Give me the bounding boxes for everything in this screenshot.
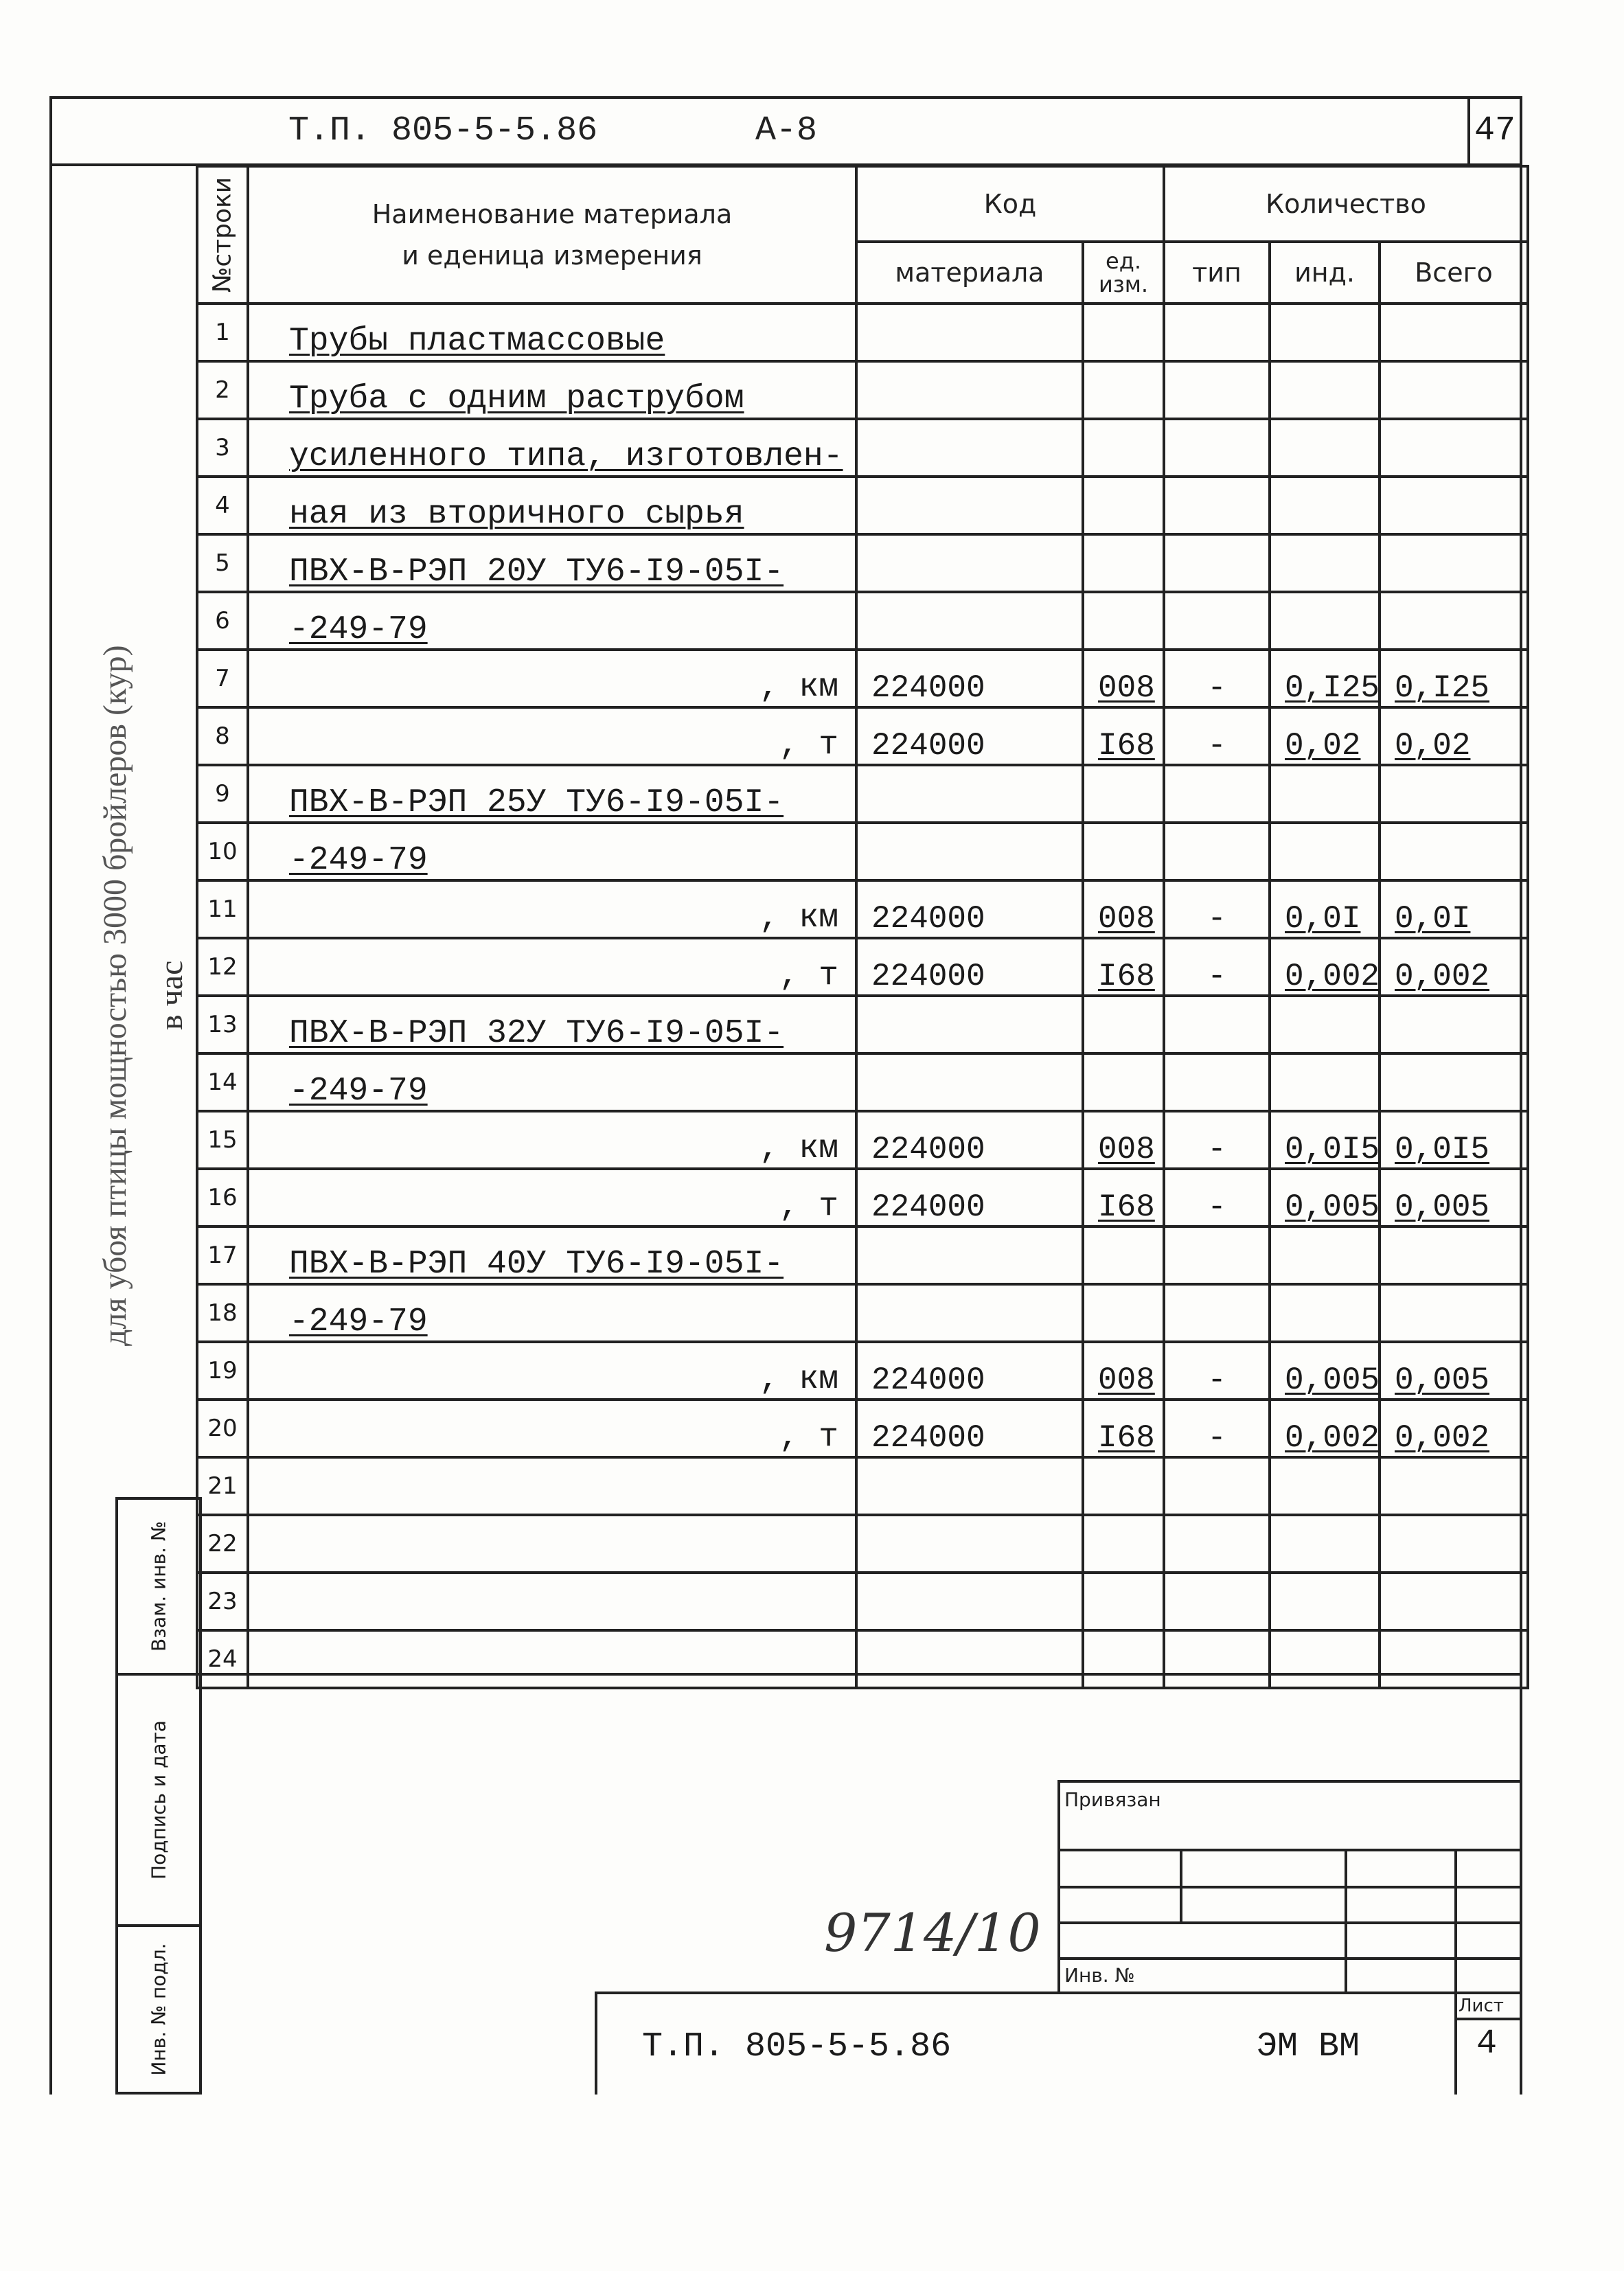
row-total: 0,002 [1380,938,1528,996]
row-unit-code [1083,1284,1164,1342]
row-material-code [856,823,1083,880]
row-ind [1270,419,1380,477]
row-type: - [1164,1111,1270,1169]
row-material-code [856,1630,1083,1688]
row-type [1164,1284,1270,1342]
row-material-code [856,1457,1083,1515]
titleblock-mark: ЭМ ВМ [1257,2027,1360,2066]
table-row [197,938,1528,996]
row-type [1164,304,1270,361]
row-unit-code: 008 [1083,650,1164,707]
row-number: 24 [197,1630,248,1688]
table-row [197,1630,1528,1688]
table-row [197,880,1528,938]
row-number: 16 [197,1169,248,1226]
row-material-code: 224000 [856,707,1083,765]
row-material-code: 224000 [856,650,1083,707]
row-unit-code [1083,823,1164,880]
row-name: , км [248,880,856,938]
row-name: ПВХ-В-РЭП 40У ТУ6-I9-05I- [248,1226,856,1284]
attach-line-3 [1057,1921,1522,1924]
col-quantity-header: Количество [1164,166,1528,242]
stamp-sign-date: Подпись и дата [115,1673,202,1927]
row-number: 15 [197,1111,248,1169]
row-name: , т [248,938,856,996]
row-ind [1270,1284,1380,1342]
attach-vline-1 [1180,1849,1182,1924]
row-total: 0,005 [1380,1169,1528,1226]
row-material-code [856,419,1083,477]
row-number: 11 [197,880,248,938]
table-row [197,823,1528,880]
row-type [1164,765,1270,823]
row-ind [1270,1515,1380,1573]
row-type [1164,361,1270,419]
titleblock-doc-code: Т.П. 805-5-5.86 [642,2027,952,2066]
row-unit-code [1083,765,1164,823]
row-total [1380,996,1528,1053]
row-ind [1270,823,1380,880]
row-name [248,1573,856,1630]
row-ind [1270,361,1380,419]
row-total: 0,0I5 [1380,1111,1528,1169]
row-type: - [1164,707,1270,765]
row-type [1164,1053,1270,1111]
row-number: 13 [197,996,248,1053]
row-name: , км [248,1342,856,1400]
row-unit-code: I68 [1083,1400,1164,1457]
row-ind: 0,0I5 [1270,1111,1380,1169]
row-number: 17 [197,1226,248,1284]
col-unit-code-header: ед. изм. [1083,242,1164,304]
handwritten-number: 9714/10 [824,1902,1041,1963]
row-ind: 0,02 [1270,707,1380,765]
album-header: А-8 [755,111,818,150]
row-type [1164,996,1270,1053]
attach-line-1 [1057,1849,1522,1851]
row-material-code [856,765,1083,823]
row-material-code [856,996,1083,1053]
row-number: 3 [197,419,248,477]
sheet-number: 47 [1467,96,1520,165]
row-number: 18 [197,1284,248,1342]
bottom-block-top [199,1673,1522,1676]
table-row [197,1573,1528,1630]
row-total [1380,1226,1528,1284]
inv-no-label: Инв. № [1064,1964,1135,1987]
row-number: 10 [197,823,248,880]
table-row [197,707,1528,765]
row-material-code [856,1053,1083,1111]
row-type: - [1164,1400,1270,1457]
row-total: 0,005 [1380,1342,1528,1400]
row-ind [1270,1573,1380,1630]
table-row [197,1226,1528,1284]
row-material-code [856,1284,1083,1342]
row-material-code [856,361,1083,419]
row-unit-code [1083,1226,1164,1284]
row-number: 22 [197,1515,248,1573]
row-type [1164,592,1270,650]
row-total [1380,477,1528,534]
row-number: 20 [197,1400,248,1457]
row-unit-code: I68 [1083,938,1164,996]
row-total [1380,1457,1528,1515]
col-row-number-header: №строки [197,166,248,304]
row-ind [1270,1457,1380,1515]
row-name: усиленного типа, изготовлен- [248,419,856,477]
row-unit-code [1083,1515,1164,1573]
row-name: -249-79 [248,823,856,880]
row-total: 0,0I [1380,880,1528,938]
table-row [197,419,1528,477]
side-title: для убоя птицы мощностью 3000 бройлеров (кур) [97,645,133,1346]
table-row [197,592,1528,650]
stamp-replace-inv: Взам. инв. № [115,1497,202,1676]
row-number: 2 [197,361,248,419]
row-total [1380,1284,1528,1342]
table-row [197,996,1528,1053]
row-unit-code [1083,1630,1164,1688]
col-total-header: Всего [1380,242,1528,304]
row-type [1164,1630,1270,1688]
table-row [197,1342,1528,1400]
attach-box-top [1057,1780,1522,1783]
table-row [197,304,1528,361]
row-total [1380,419,1528,477]
row-name: -249-79 [248,1284,856,1342]
row-name: ПВХ-В-РЭП 20У ТУ6-I9-05I- [248,534,856,592]
row-ind [1270,534,1380,592]
attach-line-4 [1057,1957,1522,1960]
titleblock-sheet-left [1454,1992,1457,2095]
row-material-code [856,304,1083,361]
row-number: 8 [197,707,248,765]
attached-label: Привязан [1064,1788,1161,1811]
row-unit-code [1083,592,1164,650]
row-type [1164,823,1270,880]
row-unit-code [1083,477,1164,534]
row-ind [1270,477,1380,534]
table-row [197,1169,1528,1226]
row-name: ная из вторичного сырья [248,477,856,534]
row-total [1380,765,1528,823]
row-material-code: 224000 [856,1169,1083,1226]
row-type: - [1164,938,1270,996]
row-material-code [856,534,1083,592]
materials-table [196,165,1529,1689]
side-title-2: в час [153,960,190,1030]
table-row [197,650,1528,707]
titleblock-sheet-divider [1454,2018,1522,2020]
row-material-code: 224000 [856,1111,1083,1169]
row-name: , км [248,650,856,707]
col-material-code-header: материала [856,242,1083,304]
row-total [1380,304,1528,361]
col-type-header: тип [1164,242,1270,304]
row-type [1164,1457,1270,1515]
row-unit-code: 008 [1083,1111,1164,1169]
row-number: 9 [197,765,248,823]
row-material-code: 224000 [856,880,1083,938]
sheet-value: 4 [1476,2024,1498,2064]
row-number: 23 [197,1573,248,1630]
attach-line-2 [1057,1886,1522,1888]
table-row [197,1053,1528,1111]
row-number: 14 [197,1053,248,1111]
row-unit-code [1083,361,1164,419]
row-type [1164,419,1270,477]
table-row [197,1515,1528,1573]
row-name: ПВХ-В-РЭП 32У ТУ6-I9-05I- [248,996,856,1053]
row-ind: 0,002 [1270,938,1380,996]
row-ind [1270,1630,1380,1688]
table-row [197,1457,1528,1515]
row-number: 12 [197,938,248,996]
row-type [1164,1226,1270,1284]
row-total [1380,1053,1528,1111]
stamp-inv-orig: Инв. № подл. [115,1924,202,2095]
row-number: 19 [197,1342,248,1400]
row-type: - [1164,1169,1270,1226]
table-row [197,361,1528,419]
row-type [1164,477,1270,534]
row-material-code: 224000 [856,1342,1083,1400]
row-number: 21 [197,1457,248,1515]
row-name: -249-79 [248,592,856,650]
row-material-code [856,1515,1083,1573]
row-ind: 0,005 [1270,1169,1380,1226]
row-material-code [856,477,1083,534]
row-ind: 0,0I [1270,880,1380,938]
row-ind [1270,996,1380,1053]
row-type [1164,534,1270,592]
row-name: Труба с одним раструбом [248,361,856,419]
row-total [1380,361,1528,419]
row-material-code [856,1226,1083,1284]
table-row [197,1284,1528,1342]
row-type [1164,1573,1270,1630]
row-unit-code [1083,1457,1164,1515]
row-ind [1270,765,1380,823]
row-number: 5 [197,534,248,592]
row-total [1380,534,1528,592]
row-name: , км [248,1111,856,1169]
row-unit-code [1083,304,1164,361]
row-unit-code [1083,1053,1164,1111]
row-ind: 0,I25 [1270,650,1380,707]
row-unit-code: 008 [1083,880,1164,938]
row-material-code: 224000 [856,1400,1083,1457]
row-name [248,1515,856,1573]
table-row [197,1400,1528,1457]
row-number: 4 [197,477,248,534]
table-row [197,477,1528,534]
row-type [1164,1515,1270,1573]
row-name: , т [248,1400,856,1457]
row-unit-code [1083,1573,1164,1630]
col-name-header: Наименование материала и еденица измерения [248,166,856,304]
stamp-divider [115,1497,202,1500]
row-ind: 0,005 [1270,1342,1380,1400]
row-total [1380,823,1528,880]
row-number: 1 [197,304,248,361]
row-ind [1270,304,1380,361]
row-unit-code: I68 [1083,707,1164,765]
row-name: , т [248,707,856,765]
row-type: - [1164,1342,1270,1400]
row-unit-code [1083,534,1164,592]
col-code-header: Код [856,166,1164,242]
row-type: - [1164,880,1270,938]
row-total: 0,002 [1380,1400,1528,1457]
row-total [1380,1630,1528,1688]
row-number: 6 [197,592,248,650]
row-unit-code [1083,419,1164,477]
row-name: ПВХ-В-РЭП 25У ТУ6-I9-05I- [248,765,856,823]
row-ind [1270,1226,1380,1284]
row-ind [1270,592,1380,650]
row-material-code: 224000 [856,938,1083,996]
attach-vline-3 [1454,1849,1457,1993]
doc-code-header: Т.П. 805-5-5.86 [288,111,598,150]
row-ind [1270,1053,1380,1111]
col-ind-header: инд. [1270,242,1380,304]
table-row [197,534,1528,592]
titleblock-left [595,1992,597,2095]
row-unit-code [1083,996,1164,1053]
table-row [197,765,1528,823]
row-name: -249-79 [248,1053,856,1111]
row-material-code [856,592,1083,650]
row-total [1380,1573,1528,1630]
titleblock-top [597,1992,1522,1994]
row-material-code [856,1573,1083,1630]
sheet-label: Лист [1459,1996,1504,2016]
row-total: 0,I25 [1380,650,1528,707]
row-ind: 0,002 [1270,1400,1380,1457]
row-name [248,1630,856,1688]
row-unit-code: I68 [1083,1169,1164,1226]
row-unit-code: 008 [1083,1342,1164,1400]
row-total: 0,02 [1380,707,1528,765]
row-name: , т [248,1169,856,1226]
row-name [248,1457,856,1515]
row-total [1380,1515,1528,1573]
attach-vline-2 [1345,1849,1347,1993]
row-type: - [1164,650,1270,707]
row-total [1380,592,1528,650]
row-name: Трубы пластмассовые [248,304,856,361]
table-row [197,1111,1528,1169]
row-number: 7 [197,650,248,707]
